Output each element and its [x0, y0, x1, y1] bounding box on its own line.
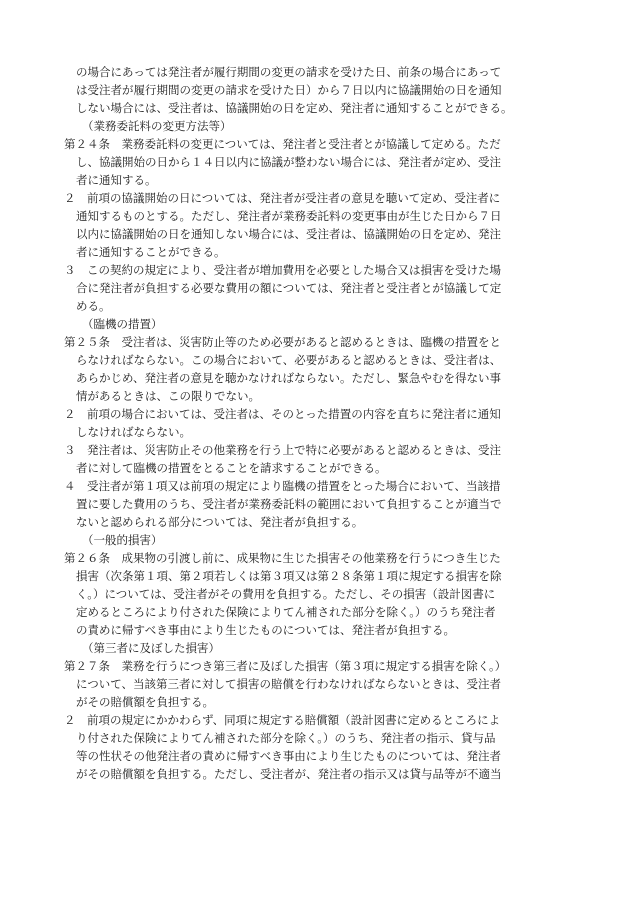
text-line: あらかじめ、発注者の意見を聴かなければならない。ただし、緊急やむを得ない事: [76, 371, 502, 385]
text-line: し、協議開始の日から１４日以内に協議が整わない場合には、発注者が定め、受注: [76, 155, 502, 169]
text-line: 者に通知する。: [76, 173, 157, 187]
article-heading: （一般的損害）: [82, 533, 163, 547]
text-line: がその賠償額を負担する。: [76, 695, 214, 709]
text-line: しない場合には、受注者は、協議開始の日を定め、発注者に通知することができる。: [76, 101, 513, 115]
article-heading: （業務委託料の変更方法等）: [82, 119, 232, 133]
text-line: 情があるときは、この限りでない。: [76, 389, 260, 403]
article-heading: （臨機の措置）: [82, 317, 163, 331]
text-line: ２ 前項の場合においては、受注者は、そのとった措置の内容を直ちに発注者に通知: [64, 407, 501, 421]
text-line: の責めに帰すべき事由により生じたものについては、発注者が負担する。: [76, 623, 456, 637]
text-line: 通知するものとする。ただし、発注者が業務委託料の変更事由が生じた日から７日: [76, 209, 502, 223]
text-line: は受注者が履行期間の変更の請求を受けた日）から７日以内に協議開始の日を通知: [76, 83, 502, 97]
text-line: 第２６条 成果物の引渡し前に、成果物に生じた損害その他業務を行うにつき生じた: [64, 551, 501, 565]
article-heading: （第三者に及ぼした損害）: [82, 641, 220, 655]
text-line: 者に対して臨機の措置をとることを請求することができる。: [76, 461, 387, 475]
text-line: ないと認められる部分については、発注者が負担する。: [76, 515, 364, 529]
text-line: める。: [76, 299, 111, 313]
text-line: ３ 発注者は、災害防止その他業務を行う上で特に必要があると認めるときは、受注: [64, 443, 501, 457]
text-line: 定めるところにより付された保険によりてん補された部分を除く。）のうち発注者: [76, 605, 496, 619]
text-line: について、当該第三者に対して損害の賠償を行わなければならないときは、受注者: [76, 677, 502, 691]
text-line: の場合にあっては発注者が履行期間の変更の請求を受けた日、前条の場合にあって: [76, 65, 502, 79]
text-line: らなければならない。この場合において、必要があると認めるときは、受注者は、: [76, 353, 502, 367]
text-line: 者に通知することができる。: [76, 245, 226, 259]
document-page: [64, 63, 570, 783]
text-line: 合に発注者が負担する必要な費用の額については、発注者と受注者とが協議して定: [76, 281, 502, 295]
text-line: ２ 前項の協議開始の日については、発注者が受注者の意見を聴いて定め、受注者に: [64, 191, 501, 205]
text-line: しなければならない。: [76, 425, 191, 439]
text-line: 損害（次条第１項、第２項若しくは第３項又は第２８条第１項に規定する損害を除: [76, 569, 502, 583]
text-line: ３ この契約の規定により、受注者が増加費用を必要とした場合又は損害を受けた場: [64, 263, 501, 277]
text-line: 置に要した費用のうち、受注者が業務委託料の範囲において負担することが適当で: [76, 497, 502, 511]
text-line: り付された保険によりてん補された部分を除く。）のうち、発注者の指示、貸与品: [76, 731, 496, 745]
text-line: 等の性状その他発注者の責めに帰すべき事由により生じたものについては、発注者: [76, 749, 502, 763]
text-line: 第２４条 業務委託料の変更については、発注者と受注者とが協議して定める。ただ: [64, 137, 501, 151]
text-line: 第２５条 受注者は、災害防止等のため必要があると認めるときは、臨機の措置をと: [64, 335, 501, 349]
text-line: 第２７条 業務を行うにつき第三者に及ぼした損害（第３項に規定する損害を除く。）: [64, 659, 507, 673]
text-line: ２ 前項の規定にかかわらず、同項に規定する賠償額（設計図書に定めるところによ: [64, 713, 501, 727]
text-line: く。）については、受注者がその費用を負担する。ただし、その損害（設計図書に: [76, 587, 496, 601]
text-line: 以内に協議開始の日を通知しない場合には、受注者は、協議開始の日を定め、発注: [76, 227, 502, 241]
text-line: がその賠償額を負担する。ただし、受注者が、発注者の指示又は貸与品等が不適当: [76, 767, 502, 781]
text-line: ４ 受注者が第１項又は前項の規定により臨機の措置をとった場合において、当該措: [64, 479, 501, 493]
